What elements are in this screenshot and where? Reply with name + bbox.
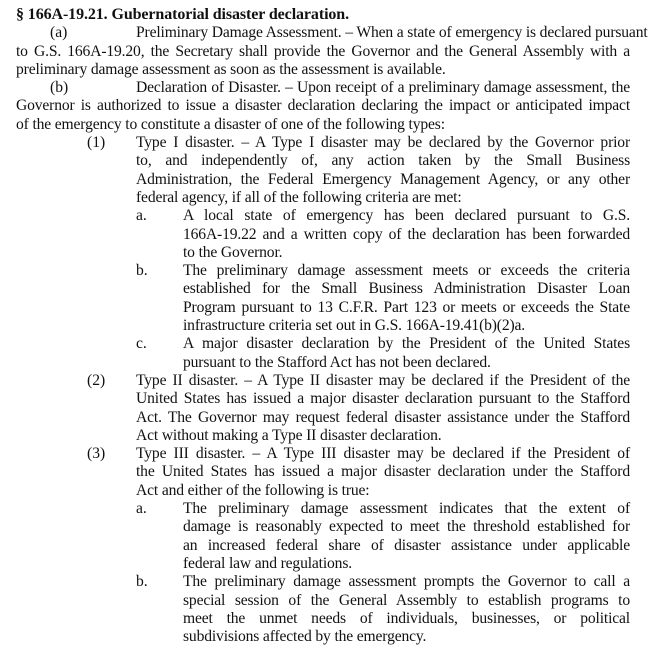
subitem-line: damage is reasonably expected to meet the threshold established for (183, 518, 630, 536)
subsection-a-line-2: to G.S. 166A-19.20, the Secretary shall provide the Governor and the General Assembly with a (16, 42, 630, 60)
subitem-line: pursuant to the Stafford Act has not been declared. (183, 353, 491, 371)
item-1-subitem-a-label: a. (136, 207, 147, 225)
item-1-subitem-c-label: c. (136, 335, 147, 353)
subsection-b-label: (b) (50, 79, 69, 97)
item-3-subitem-b (136, 573, 630, 646)
item-1-line: Type I disaster. – A Type I disaster may be declared by the Governor prior (136, 134, 630, 152)
subitem-line: federal law and regulations. (183, 554, 352, 572)
subitem-line: The preliminary damage assessment meets or exceeds the criteria (183, 262, 630, 280)
item-1-line: Administration, the Federal Emergency Management Agency, or any other (136, 170, 630, 188)
subitem-line: 166A-19.22 and a written copy of the declaration has been forwarded (183, 225, 630, 243)
item-3-subitem-a-label: a. (136, 500, 147, 518)
subsection-b-line-2: Governor is authorized to issue a disaster declaration declaring the impact or anticipated impact (16, 97, 630, 115)
subsection-b (16, 79, 630, 646)
subitem-line: to the Governor. (183, 243, 283, 261)
subitem-line: infrastructure criteria set out in G.S. 166A-19.41(b)(2)a. (183, 317, 526, 335)
subitem-line: subdivisions affected by the emergency. (183, 628, 427, 646)
subsection-b-line-1: Declaration of Disaster. – Upon receipt of a preliminary damage assessment, the (136, 79, 630, 97)
item-3-line: Type III disaster. – A Type III disaster may be declared if the President of (136, 445, 630, 463)
subsection-a-line-1: Preliminary Damage Assessment. – When a state of emergency is declared pursuant (136, 24, 648, 42)
subsection-a-line-3: preliminary damage assessment as soon as the assessment is available. (16, 60, 446, 78)
subitem-line: A local state of emergency has been declared pursuant to G.S. (183, 207, 630, 225)
subitem-line: The preliminary damage assessment prompts the Governor to call a (183, 573, 630, 591)
section-title: § 166A-19.21. Gubernatorial disaster declaration. (16, 6, 350, 23)
subitem-line: special session of the General Assembly to establish programs to (183, 591, 630, 609)
item-3-line: the United States has issued a major disaster declaration under the Stafford (136, 463, 630, 481)
statute-document (16, 6, 648, 646)
item-2-type-ii-disaster (87, 371, 630, 445)
item-1-line: federal agency, if all of the following criteria are met: (136, 188, 462, 206)
item-2-line: Type II disaster. – A Type II disaster may be declared if the President of the (136, 371, 630, 389)
subitem-line: A major disaster declaration by the President of the United States (183, 335, 630, 353)
item-1-subitem-b (136, 262, 630, 335)
item-1-subitem-a (136, 207, 630, 262)
item-3-label: (3) (87, 445, 106, 463)
item-1-subitem-b-label: b. (136, 262, 148, 280)
item-1-label: (1) (87, 134, 106, 152)
item-3-line: Act and either of the following is true: (136, 481, 370, 499)
subitem-line: Program pursuant to 13 C.F.R. Part 123 or meets or exceeds the State (183, 298, 630, 316)
subitem-line: The preliminary damage assessment indicates that the extent of (183, 500, 630, 518)
item-1-type-i-disaster (87, 134, 630, 207)
item-2-line: United States has issued a major disaster declaration pursuant to the Stafford (136, 390, 630, 408)
item-1-subitem-c (136, 335, 630, 372)
subsection-b-line-3: of the emergency to constitute a disaster of one of the following types: (16, 115, 445, 133)
item-2-label: (2) (87, 371, 106, 389)
item-2-line: Act without making a Type II disaster declaration. (136, 426, 442, 444)
item-3-type-iii-disaster (87, 445, 630, 500)
subitem-line: meet the unmet needs of individuals, businesses, or political (183, 609, 630, 627)
subitem-line: established for the Small Business Administration Disaster Loan (183, 280, 630, 298)
item-2-line: Act. The Governor may request federal disaster assistance under the Stafford (136, 408, 630, 426)
subitem-line: an increased federal share of disaster assistance under applicable (183, 536, 630, 554)
subsection-a-label: (a) (50, 24, 68, 42)
subsection-a (16, 24, 648, 79)
item-3-subitem-b-label: b. (136, 573, 148, 591)
item-1-line: to, and independently of, any action taken by the Small Business (136, 152, 630, 170)
item-3-subitem-a (136, 500, 630, 573)
